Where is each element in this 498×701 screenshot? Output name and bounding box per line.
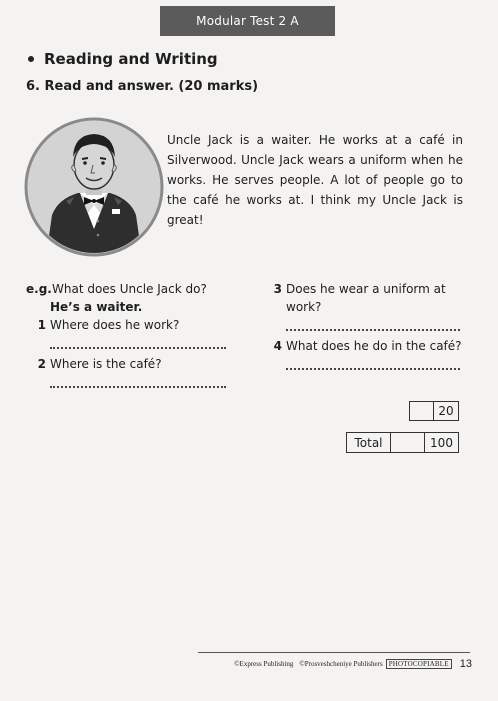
exercise-instruction: 6. Read and answer. (20 marks): [26, 79, 259, 94]
question-text: Does he wear a uniform at work?: [286, 282, 446, 314]
answer-line-2[interactable]: [50, 376, 226, 388]
answer-line-3[interactable]: [286, 319, 460, 331]
total-label: Total: [347, 433, 391, 452]
page-footer: [196, 656, 472, 672]
question-3: [266, 280, 466, 316]
passage-text: Uncle Jack is a waiter. He works at a café in Silverwood. Uncle Jack wears a uniform when he works. He serves people. A lot of people go to the café he works at. I think my Uncle Jack is great!: [167, 133, 463, 227]
score-box: [409, 401, 459, 421]
example-answer-row: [26, 298, 236, 316]
questions-right-column: [266, 280, 466, 376]
portrait-illustration: [24, 117, 164, 257]
example-question-text: What does Uncle Jack do?: [52, 282, 207, 296]
publisher-credit-2: ©Prosveshcheniye Publishers: [299, 660, 383, 668]
question-number: 1: [37, 318, 46, 332]
example-label: e.g.: [26, 282, 52, 296]
question-number: 2: [37, 357, 46, 371]
publisher-credit-1: ©Express Publishing: [234, 660, 294, 668]
score-input-cell[interactable]: [410, 402, 434, 420]
question-4: [266, 337, 466, 355]
question-1: [26, 316, 236, 334]
example-question: [26, 280, 236, 298]
question-text: Where is the café?: [50, 357, 162, 371]
question-text: Where does he work?: [50, 318, 180, 332]
example-answer: He’s a waiter.: [50, 300, 143, 314]
reading-passage: [167, 130, 463, 230]
bullet-icon: [28, 56, 34, 62]
waiter-portrait-icon: [24, 117, 164, 257]
spacer: [26, 298, 50, 316]
max-score: 20: [438, 404, 454, 418]
test-title: Modular Test 2 A: [196, 14, 299, 28]
questions-left-column: [26, 280, 236, 394]
footer-divider: [198, 652, 470, 653]
answer-line-4[interactable]: [286, 358, 460, 370]
question-2: [26, 355, 236, 373]
test-title-banner: [160, 6, 335, 36]
total-box: [346, 432, 459, 453]
section-heading: [28, 50, 218, 68]
question-number: 4: [273, 339, 282, 353]
total-input-cell[interactable]: [391, 433, 425, 452]
section-title: Reading and Writing: [44, 50, 218, 68]
question-text: What does he do in the café?: [286, 339, 462, 353]
answer-line-1[interactable]: [50, 337, 226, 349]
photocopiable-badge: PHOTOCOPIABLE: [386, 659, 452, 669]
page-number: 13: [459, 658, 472, 670]
question-number: 3: [273, 282, 282, 296]
total-max: 100: [430, 435, 453, 450]
